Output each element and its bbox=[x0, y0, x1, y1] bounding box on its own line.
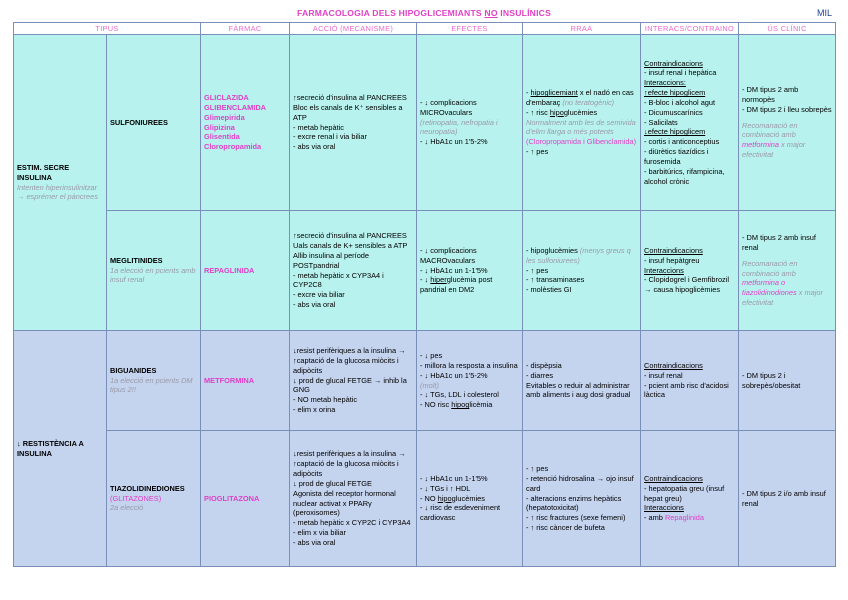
action-line: Agonista del receptor hormonal nuclear activat x PPARγ (peroxisomes) bbox=[293, 488, 396, 518]
effect-line: - ↓ HbA1c un 1'5-2% bbox=[420, 370, 488, 380]
page-title: FARMACOLOGIA DELS HIPOGLICEMIANTS NO INSULÍNICS bbox=[296, 8, 552, 18]
action-line: - abs via oral bbox=[293, 142, 336, 152]
action-line: ↑secreció d'insulina al PANCREES bbox=[293, 231, 407, 241]
interac-subtitle: ↓efecte hipoglicem bbox=[644, 127, 706, 137]
clinic-cell bbox=[739, 431, 836, 567]
drug-name: GLIBENCLAMIDA bbox=[204, 102, 267, 112]
rraa-cell bbox=[523, 431, 641, 567]
rraa-line: - retenció hidrosalina → ojo insuf card bbox=[526, 473, 634, 493]
type-name: TIAZOLIDINEDIONES bbox=[110, 483, 185, 493]
col-header-interacs: INTERACS/CONTRAINO bbox=[641, 23, 739, 35]
type-alias: (GLITAZONES) bbox=[110, 493, 162, 503]
interac-subtitle: ↑efecte hipoglicem bbox=[644, 88, 706, 98]
action-cell bbox=[290, 35, 417, 211]
rraa-line: - hipoglucèmies (menys greus q les sulfoniurees) bbox=[526, 245, 631, 265]
clinic-line: - DM tipus 2 i lleu sobrepès bbox=[742, 104, 832, 114]
rraa-line: - hipoglicemiant x el nadó en cas d'embaraç (no teratogènic) bbox=[526, 88, 634, 107]
effect-note: (molt) bbox=[420, 380, 439, 390]
action-line: - metab hepàtic x CYP3A4 i CYP2C8 bbox=[293, 270, 384, 290]
table-row-meglitinides bbox=[14, 211, 836, 331]
drug-cell bbox=[201, 431, 290, 567]
type-name: MEGLITINIDES bbox=[110, 255, 163, 265]
action-line: Allib insulina al període POSTpandrial bbox=[293, 250, 370, 270]
contraind-title: Contraindicacions bbox=[644, 245, 703, 255]
type-note: 1a elecció en pcients DM tipus 2!! bbox=[110, 375, 193, 395]
drug-name: PIOGLITAZONA bbox=[204, 493, 260, 503]
table-row-biguanides bbox=[14, 331, 836, 431]
effect-line: - ↓ TGs, LDL i colesterol bbox=[420, 390, 499, 400]
clinic-line: - DM tipus 2 amb insuf renal bbox=[742, 233, 816, 252]
drug-name: METFORMINA bbox=[204, 375, 255, 385]
rraa-line: - ↑ risc càncer de bufeta bbox=[526, 523, 605, 533]
rraa-line: Evitables o reduir al administrar amb aliments i aug dosi gradual bbox=[526, 380, 631, 400]
type-cell bbox=[107, 35, 201, 211]
rraa-line: - alteracions enzims hepàtics (hepatotoxicitat) bbox=[526, 493, 622, 513]
interac-line: - barbitúrics, rifampicina, alcohol crònic bbox=[644, 166, 725, 186]
drug-name: GLICLAZIDA bbox=[204, 92, 249, 102]
effect-line: - ↓ hiperglucèmia post pandrial en DM2 bbox=[420, 275, 493, 295]
contraind-title: Contraindicacions bbox=[644, 360, 703, 370]
effect-line: - ↓ HbA1c un 1-1'5% bbox=[420, 265, 488, 275]
action-line: - NO metab hepàtic bbox=[293, 395, 358, 405]
action-line: - elim x via biliar bbox=[293, 528, 346, 538]
clinic-line: - DM tipus 2 amb normopès bbox=[742, 85, 799, 104]
rraa-line: - ↑ risc hipoglucèmies bbox=[526, 107, 598, 117]
action-line: ↓ prod de glucal FETGE → inhib la GNG bbox=[293, 375, 407, 395]
col-header-tipus: TIPUS bbox=[14, 23, 201, 35]
drug-cell bbox=[201, 211, 290, 331]
interac-cell bbox=[641, 331, 739, 431]
rraa-line: - ↑ pes bbox=[526, 265, 549, 275]
action-line: - metab hepàtic bbox=[293, 122, 344, 132]
col-header-efectes: EFECTES bbox=[417, 23, 523, 35]
clinic-cell bbox=[739, 331, 836, 431]
action-line: ↓ prod de glucal FETGE bbox=[293, 478, 372, 488]
col-header-accio: ACCIÓ (MECANISME) bbox=[290, 23, 417, 35]
interac-line: - pcient amb risc d'acidosi làctica bbox=[644, 380, 729, 400]
drug-cell bbox=[201, 331, 290, 431]
interac-cell bbox=[641, 211, 739, 331]
effect-line: - ↓ complicacions MACROvaculars bbox=[420, 245, 477, 265]
col-header-us-clinic: ÚS CLÍNIC bbox=[739, 23, 836, 35]
interac-line: - B-bloc i alcohol agut bbox=[644, 97, 716, 107]
action-cell bbox=[290, 211, 417, 331]
type-cell bbox=[107, 331, 201, 431]
action-line: Bloc els canals de K⁺ sensibles a ATP bbox=[293, 102, 403, 122]
type-note: 1a elecció en pcients amb insuf renal bbox=[110, 265, 196, 285]
drug-name: Glipizina bbox=[204, 122, 235, 132]
interac-title: Interaccions bbox=[644, 503, 684, 513]
type-name: SULFONIUREES bbox=[110, 117, 168, 127]
clinic-line: - DM tipus 2 i/o amb insuf renal bbox=[742, 488, 826, 508]
action-cell bbox=[290, 431, 417, 567]
type-cell bbox=[107, 431, 201, 567]
interac-line: - insuf hepàtgreu bbox=[644, 255, 700, 265]
rraa-line: - molèsties GI bbox=[526, 285, 572, 295]
interac-cell bbox=[641, 35, 739, 211]
rraa-drugs: (Cloropropamida i Glibenclamida) bbox=[526, 137, 637, 147]
action-line: ↑secreció d'insulina al PANCREES bbox=[293, 92, 407, 102]
rraa-line: - ↑ pes bbox=[526, 147, 549, 157]
interac-line: - hepatopatia greu (insuf hepat greu) bbox=[644, 483, 725, 503]
interac-line: - insuf renal i hepàtica bbox=[644, 68, 717, 78]
rraa-note: Normalment amb les de semivida d'elim llarga o més potents bbox=[526, 117, 636, 137]
clinic-cell bbox=[739, 35, 836, 211]
rraa-line: - ↑ transaminases bbox=[526, 275, 585, 285]
col-header-rraa: RRAA bbox=[523, 23, 641, 35]
col-header-farmac: FÀRMAC bbox=[201, 23, 290, 35]
drug-name: Cloropropamida bbox=[204, 142, 262, 152]
drug-name: REPAGLINIDA bbox=[204, 265, 255, 275]
rraa-line: - dispèpsia bbox=[526, 360, 562, 370]
action-line: - abs via oral bbox=[293, 300, 336, 310]
effect-line: - millora la resposta a insulina bbox=[420, 360, 518, 370]
effects-cell bbox=[417, 35, 523, 211]
effect-line: - ↓ risc de esdeveniment cardiovasc bbox=[420, 503, 501, 523]
interac-title: Interaccions bbox=[644, 265, 684, 275]
drug-name: Glisentida bbox=[204, 132, 240, 142]
effect-line: - NO hipoglucèmies bbox=[420, 493, 485, 503]
action-line: - excre renal i via biliar bbox=[293, 132, 367, 142]
rraa-cell bbox=[523, 331, 641, 431]
type-name: BIGUANIDES bbox=[110, 365, 157, 375]
interac-line: - insuf renal bbox=[644, 370, 683, 380]
pharmacology-table bbox=[13, 22, 836, 567]
action-cell bbox=[290, 331, 417, 431]
interac-line: - diürètics tiazídics i furosemida bbox=[644, 147, 709, 166]
group-note: Intenten hiperinsulinitzar → esprémer el pàncrees bbox=[17, 182, 98, 202]
effect-line: - NO risc hipoglicèmia bbox=[420, 400, 493, 410]
action-line: - abs via oral bbox=[293, 537, 336, 547]
action-line: - elim x orina bbox=[293, 405, 336, 415]
effect-line: - ↓ complicacions MICROvaculars bbox=[420, 97, 477, 117]
effects-cell bbox=[417, 211, 523, 331]
table-row-sulfoniurees bbox=[14, 35, 836, 211]
rraa-line: - ↑ risc fractures (sexe femeni) bbox=[526, 513, 626, 523]
interac-line: - cortis i anticonceptius bbox=[644, 137, 720, 147]
rraa-cell bbox=[523, 35, 641, 211]
group-title: ESTIM. SECRE INSULINA bbox=[17, 162, 70, 182]
action-line: - excre via biliar bbox=[293, 290, 345, 300]
interac-line: - Clopidogrel i Gemfibrozil → causa hipoglicèmies bbox=[644, 275, 730, 295]
group-resist-cell bbox=[14, 331, 107, 567]
rraa-line: - ↑ pes bbox=[526, 464, 549, 474]
effect-line: - ↓ HbA1c un 1-1'5% bbox=[420, 473, 488, 483]
clinic-line: - DM tipus 2 i sobrepès/obesitat bbox=[742, 370, 801, 390]
contraind-title: Contraindicacions bbox=[644, 58, 703, 68]
effects-cell bbox=[417, 431, 523, 567]
group-title: ↓ RESTISTÈNCIA A INSULINA bbox=[17, 438, 84, 458]
type-note: 2a elecció bbox=[110, 503, 144, 513]
clinic-note: Recomanació en combinació amb metformina x major efectivitat bbox=[742, 120, 806, 160]
effect-line: - ↓ pes bbox=[420, 350, 443, 360]
contraind-title: Contraindicacions bbox=[644, 473, 703, 483]
header-row bbox=[14, 23, 836, 35]
interac-line: - amb Repaglinida bbox=[644, 513, 705, 523]
effects-cell bbox=[417, 331, 523, 431]
rraa-line: - diarres bbox=[526, 370, 554, 380]
action-line: - metab hepàtic x CYP2C i CYP3A4 bbox=[293, 518, 411, 528]
interac-title: Interaccions: bbox=[644, 78, 686, 88]
action-line: ↓resist perifèriques a la insulina → ↑captació de la glucosa miòcits i adipòcits bbox=[293, 346, 406, 375]
action-line: ↓resist perifèriques a la insulina → ↑captació de la glucosa miòcits i adipòcits bbox=[293, 449, 406, 478]
effect-note: (retinopatia, nefropatia i neuropatia) bbox=[420, 117, 498, 137]
drug-name: Glimepirida bbox=[204, 112, 245, 122]
interac-line: - Salicilats bbox=[644, 117, 678, 127]
action-line: Uals canals de K+ sensibles a ATP bbox=[293, 240, 408, 250]
group-estim-cell bbox=[14, 35, 107, 331]
interac-cell bbox=[641, 431, 739, 567]
type-cell bbox=[107, 211, 201, 331]
table-row-tiazolidinediones bbox=[14, 431, 836, 567]
effect-line: - ↓ TGs i ↑ HDL bbox=[420, 483, 471, 493]
corner-label: MIL bbox=[816, 8, 832, 18]
interac-line: - Dicumuscarínics bbox=[644, 107, 703, 117]
rraa-cell bbox=[523, 211, 641, 331]
drug-cell bbox=[201, 35, 290, 211]
effect-line: - ↓ HbA1c un 1'5-2% bbox=[420, 137, 488, 147]
clinic-note: Recomanació en combinació amb metformina o tiazolidinodiones x major efectivitat bbox=[742, 258, 823, 308]
clinic-cell bbox=[739, 211, 836, 331]
